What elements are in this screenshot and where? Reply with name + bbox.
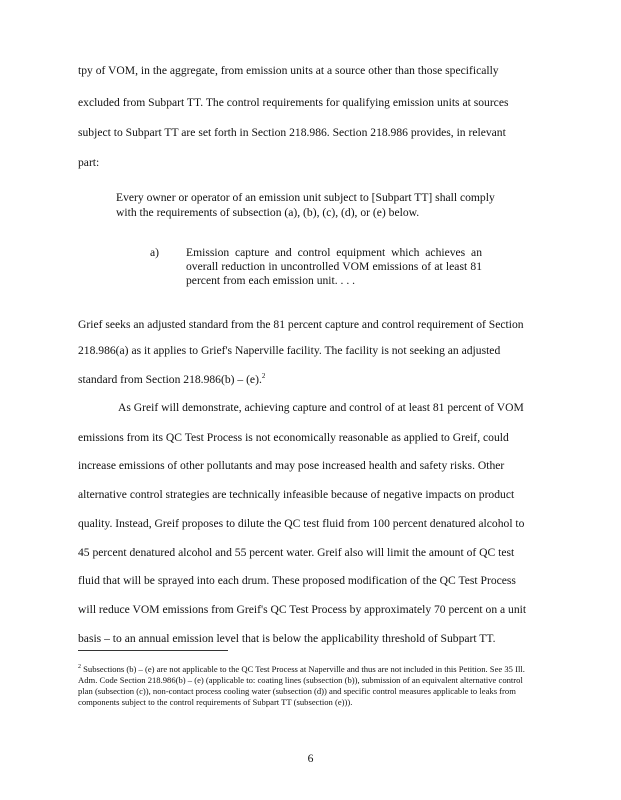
footnote-divider: [78, 650, 228, 651]
footnote-reference: 2: [261, 372, 266, 380]
block-quote: Every owner or operator of an emission unit subject to [Subpart TT] shall comply with the requirements of subsection (a), (b), (c), (d), or (e) below.: [116, 191, 495, 219]
paragraph-3-line-1: As Greif will demonstrate, achieving capture and control of at least 81 percent of VOM: [118, 401, 524, 414]
paragraph-3-line-6: 45 percent denatured alcohol and 55 percent water. Greif also will limit the amount of QC test: [78, 546, 515, 559]
paragraph-2-line-1: Grief seeks an adjusted standard from the 81 percent capture and control requirement of Section: [78, 318, 524, 331]
paragraph-3-line-9: basis – to an annual emission level that is below the applicability threshold of Subpart TT.: [78, 632, 496, 645]
paragraph-3-line-7: fluid that will be sprayed into each drum. These proposed modification of the QC Test Process: [78, 574, 516, 587]
paragraph-2-line-3: standard from Section 218.986(b) – (e).$^2$: [78, 372, 266, 386]
paragraph-3-line-4: alternative control strategies are technically infeasible because of negative impacts on product: [78, 488, 515, 501]
paragraph-1-line-2: excluded from Subpart TT. The control requirements for qualifying emission units at sources: [78, 96, 509, 109]
footnote-text: Subsections (b) – (e) are not applicable to the QC Test Process at Naperville and thus are not included in this Petition. See 35 Ill. Adm. Code Section 218.986(b) – (e) (applicable to: coating lines (subsection (b)), submission of an equivalent alternative control plan (subsection (c)), non-contact process cooling water (subsection (d)) and specific control measures applicable to leaks from components subject to the control requirements of Subpart TT (subsection (e))).: [78, 663, 525, 707]
paragraph-3-line-3: increase emissions of other pollutants and may pose increased health and safety risks. Other: [78, 459, 505, 472]
paragraph-3-line-2: emissions from its QC Test Process is not economically reasonable as applied to Greif, could: [78, 431, 509, 444]
paragraph-1-line-4: part:: [78, 156, 100, 169]
paragraph-2-line-2: 218.986(a) as it applies to Grief's Naperville facility. The facility is not seeking an adjusted: [78, 344, 501, 357]
quote-item-label: a): [150, 246, 160, 259]
paragraph-3-line-8: will reduce VOM emissions from Greif's QC Test Process by approximately 70 percent on a unit: [78, 603, 527, 616]
quote-item-text: Emission capture and control equipment which achieves an overall reduction in uncontrolled VOM emissions of at least 81 percent from each emission unit. . . .: [186, 246, 482, 287]
paragraph-1-line-1: tpy of VOM, in the aggregate, from emission units at a source other than those specifically: [78, 64, 499, 77]
footnote-number: 2: [78, 664, 81, 670]
paragraph-3-line-5: quality. Instead, Greif proposes to dilute the QC test fluid from 100 percent denatured alcohol to: [78, 517, 525, 530]
footnote: [78, 662, 538, 708]
page-number: 6: [307, 752, 314, 765]
paragraph-1-line-3: subject to Subpart TT are set forth in Section 218.986. Section 218.986 provides, in relevant: [78, 126, 506, 139]
